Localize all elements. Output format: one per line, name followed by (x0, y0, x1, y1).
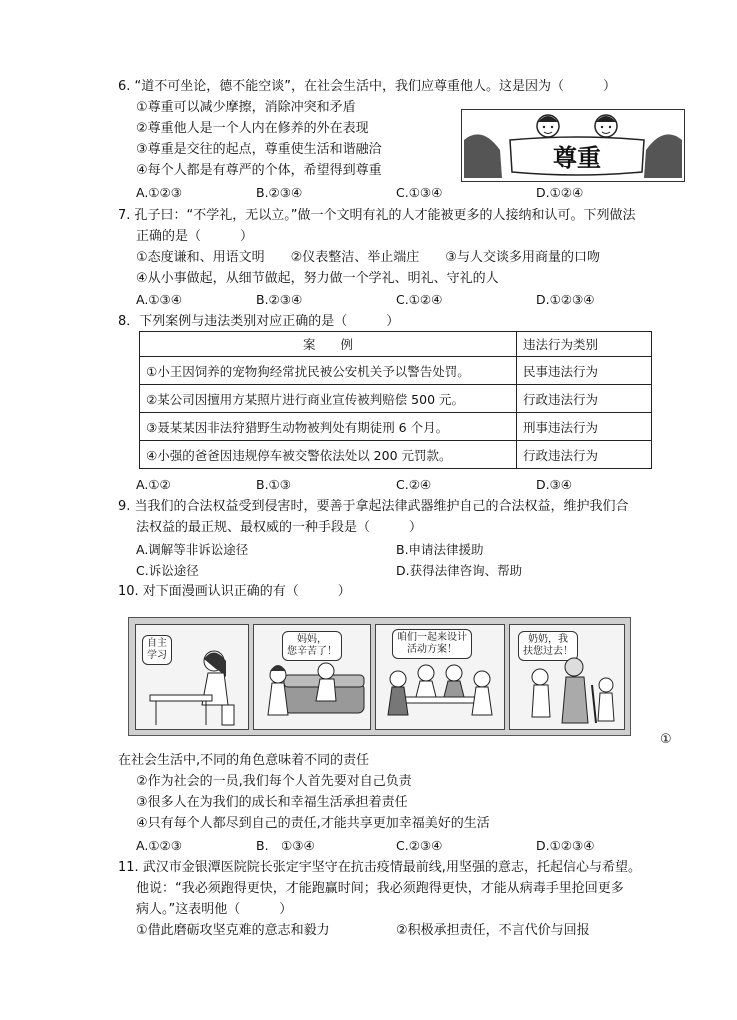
comic-panel-1 (135, 624, 249, 730)
q11-stem-line3: 病人。”这表明他（ ） (136, 902, 293, 917)
table-cell-case: ①小王因饲养的宠物狗经常扰民被公安机关予以警告处罚。 (140, 357, 517, 385)
group-planning-icon (376, 625, 504, 729)
q7-option-a: A.①③④ (136, 292, 182, 307)
q7-option-b: B.②③④ (256, 292, 303, 307)
table-row (140, 441, 652, 469)
q10-circle-mark: ① (660, 732, 672, 747)
q10-item-3: ③很多人在为我们的成长和幸福生活承担着责任 (136, 795, 408, 810)
q10-option-d: D.①②③④ (536, 838, 595, 853)
q7-option-c: C.①②④ (396, 292, 443, 307)
q8-option-d: D.③④ (536, 477, 573, 492)
q10-item-4: ④只有每个人都尽到自己的责任,才能共享更加幸福美好的生活 (136, 816, 490, 831)
table-cell-type: 刑事违法行为 (517, 413, 652, 441)
table-header-case: 案 例 (140, 332, 517, 357)
q6-option-c: C.①③④ (396, 185, 443, 200)
comic-panel-4 (509, 624, 625, 730)
q6-option-a: A.①②③ (136, 185, 182, 200)
q6-option-b: B.②③④ (256, 185, 303, 200)
helping-grandma-icon (510, 625, 624, 729)
q10-option-b: B. ①③④ (256, 838, 315, 853)
q8-option-c: C.②④ (396, 477, 432, 492)
table-header-type: 违法行为类别 (517, 332, 652, 357)
panel-1-sign: 自主 学习 (142, 635, 172, 665)
table-row (140, 357, 652, 385)
q11-stem-line1: 11. 武汉市金银潭医院院长张定宇坚守在抗击疫情最前线,用坚强的意志，托起信心与希望。 (118, 860, 641, 875)
respect-sign-text: 尊重 (553, 143, 601, 172)
comic-strip (128, 617, 631, 736)
q9-stem-line2: 法权益的最正规、最权威的一种手段是（ ） (136, 520, 423, 535)
q9-option-b: B.申请法律援助 (396, 542, 484, 557)
q6-option-d: D.①②④ (536, 185, 584, 200)
panel-2-bubble: 妈妈， 您辛苦了！ (282, 631, 342, 661)
table-row (140, 385, 652, 413)
q7-items-line: ①态度谦和、用语文明 ②仪表整洁、举止端庄 ③与人交谈多用商量的口吻 (136, 250, 600, 265)
table-cell-case: ④小强的爸爸因违规停车被交警依法处以 200 元罚款。 (140, 441, 517, 469)
q10-item-1: 在社会生活中,不同的角色意味着不同的责任 (118, 753, 370, 768)
q10-stem: 10. 对下面漫画认识正确的有（ ） (118, 584, 351, 599)
comic-panel-2 (253, 624, 371, 730)
comic-panel-3 (375, 624, 505, 730)
q11-stem-line2: 他说：“我必须跑得更快，才能跑赢时间；我必须跑得更快，才能从病毒手里抢回更多 (136, 881, 624, 896)
table-cell-type: 行政违法行为 (517, 385, 652, 413)
table-cell-case: ③聂某某因非法狩猎野生动物被判处有期徒刑 6 个月。 (140, 413, 517, 441)
q9-option-d: D.获得法律咨询、帮助 (396, 563, 523, 578)
q7-option-d: D.①②③④ (536, 292, 595, 307)
table-row (140, 413, 652, 441)
violation-table (139, 331, 652, 469)
q8-stem: 8．下列案例与违法类别对应正确的是（ ） (118, 314, 400, 329)
q8-option-a: A.①② (136, 477, 171, 492)
q8-option-b: B.①③ (256, 477, 291, 492)
panel-3-bubble: 咱们一起来设计 活动方案！ (392, 629, 472, 659)
q6-item-4: ④每个人都是有尊严的个体，希望得到尊重 (136, 163, 382, 178)
q10-option-c: C.②③④ (396, 838, 443, 853)
panel-4-bubble: 奶奶，我 扶您过去！ (518, 631, 578, 661)
q7-item-4: ④从小事做起，从细节做起，努力做一个学礼、明礼、守礼的人 (136, 271, 499, 286)
table-cell-case: ②某公司因擅用方某照片进行商业宣传被判赔偿 500 元。 (140, 385, 517, 413)
q9-stem-line1: 9. 当我们的合法权益受到侵害时，要善于拿起法律武器维护自己的合法权益，维护我们合 (118, 499, 629, 514)
family-sofa-icon (254, 625, 370, 729)
q10-item-2: ②作为社会的一员,我们每个人首先要对自己负责 (136, 774, 412, 789)
q9-option-c: C.诉讼途径 (136, 563, 199, 578)
table-cell-type: 民事违法行为 (517, 357, 652, 385)
q10-option-a: A.①②③ (136, 838, 182, 853)
q7-stem-line2: 正确的是（ ） (136, 229, 254, 244)
q11-item-2: ②积极承担责任，不言代价与回报 (396, 923, 590, 938)
table-cell-type: 行政违法行为 (517, 441, 652, 469)
table-header-row (140, 332, 652, 357)
q6-item-2: ②尊重他人是一个人内在修养的外在表现 (136, 121, 369, 136)
q9-option-a: A.调解等非诉讼途径 (136, 542, 249, 557)
q6-item-1: ①尊重可以减少摩擦，消除冲突和矛盾 (136, 100, 356, 115)
q6-stem: 6. “道不可坐论，德不能空谈”，在社会生活中，我们应尊重他人。这是因为（ ） (118, 79, 617, 94)
q7-stem-line1: 7. 孔子曰：“不学礼，无以立。”做一个文明有礼的人才能被更多的人接纳和认可。下列做法 (118, 208, 636, 223)
q11-item-1: ①借此磨砺攻坚克难的意志和毅力 (136, 923, 330, 938)
q6-item-3: ③尊重是交往的起点，尊重使生活和谐融洽 (136, 142, 382, 157)
studying-figure-icon (136, 625, 248, 729)
respect-cartoon (461, 109, 685, 182)
